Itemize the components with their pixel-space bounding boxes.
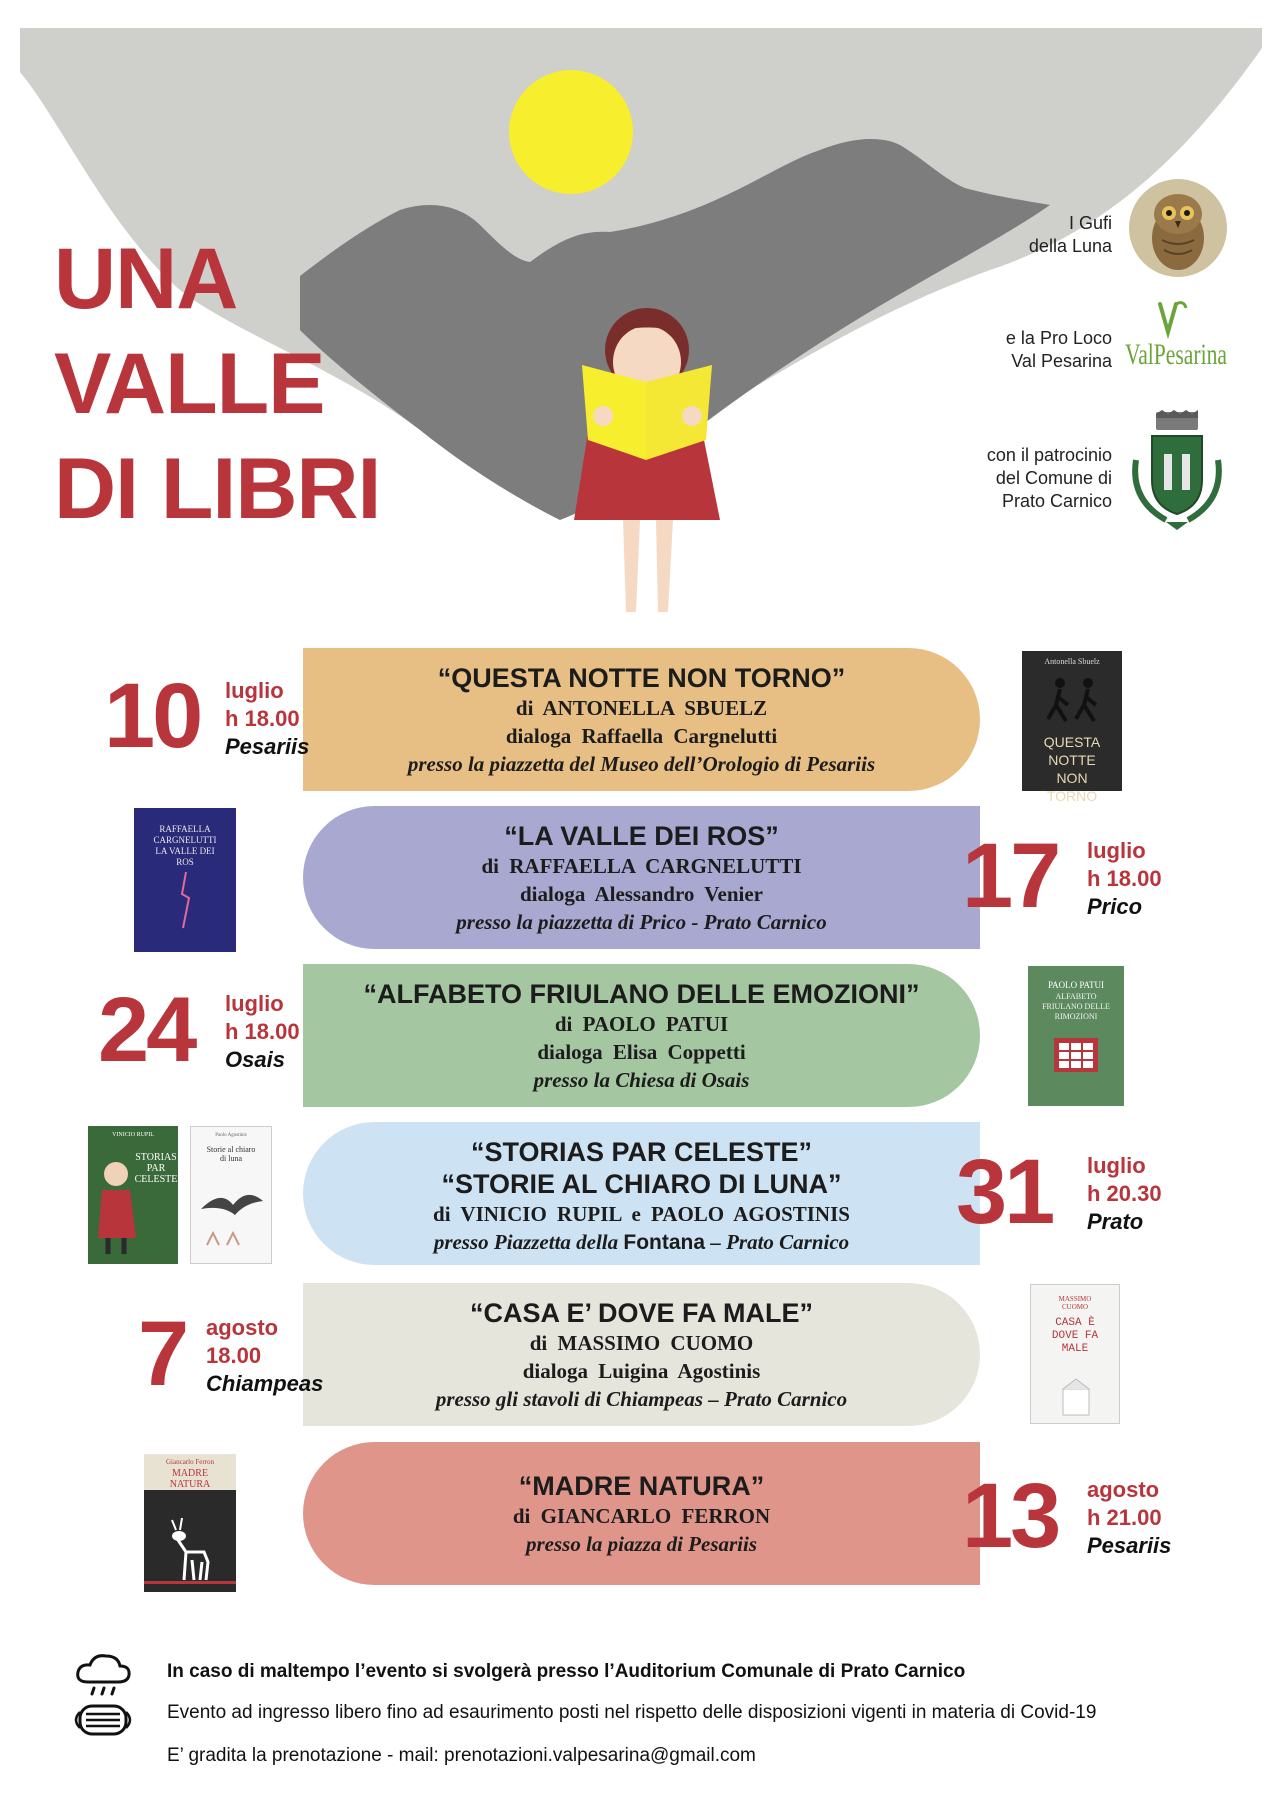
event-4-venue-b: Fontana xyxy=(623,1231,706,1254)
event-4-author: di VINICIO RUPIL e PAOLO AGOSTINIS xyxy=(433,1202,850,1226)
event-3-cover-author: PAOLO PATUI xyxy=(1047,980,1105,990)
event-4-place: Prato xyxy=(1087,1209,1144,1234)
title-line-3: DI LIBRI xyxy=(54,441,381,537)
event-5-month: agosto xyxy=(206,1315,279,1340)
event-3-dialog: dialoga Elisa Coppetti xyxy=(537,1040,746,1064)
event-4-cover2-author: Paolo Agostinis xyxy=(215,1133,247,1138)
event-4-book-cover-b xyxy=(190,1126,272,1264)
event-band-5 xyxy=(303,1283,980,1426)
event-1-month: luglio xyxy=(225,678,284,703)
event-5-place: Chiampeas xyxy=(206,1371,324,1396)
event-6-book-cover xyxy=(144,1454,236,1592)
event-2-dialog: dialoga Alessandro Venier xyxy=(520,882,763,906)
event-2-title: “LA VALLE DEI ROS” xyxy=(504,821,779,851)
sponsor-comune-line2: del Comune di xyxy=(995,468,1112,488)
footer-booking-note: E’ gradita la prenotazione - mail: prenotazioni.valpesarina@gmail.com xyxy=(167,1745,756,1766)
event-6-title: “MADRE NATURA” xyxy=(518,1471,765,1501)
rain-cloud-icon xyxy=(74,1652,132,1698)
event-1-venue: presso la piazzetta del Museo dell’Orologio di Pesariis xyxy=(407,752,876,776)
event-2-cover-author: RAFFAELLA CARGNELUTTI xyxy=(153,824,217,845)
event-4-book-cover-a xyxy=(88,1126,178,1264)
event-2-cover-title: LA VALLE DEI ROS xyxy=(155,846,215,867)
event-5-dialog: dialoga Luigina Agostinis xyxy=(522,1359,761,1383)
event-2-book-cover xyxy=(134,808,236,952)
event-1-cover-title: QUESTA NOTTE NON TORNO xyxy=(1043,734,1101,804)
event-1-title: “QUESTA NOTTE NON TORNO” xyxy=(437,663,846,693)
event-3-book-cover xyxy=(1028,966,1124,1106)
event-5-author: di MASSIMO CUOMO xyxy=(529,1331,754,1355)
event-1-time: h 18.00 xyxy=(225,706,300,731)
event-3-place: Osais xyxy=(225,1047,285,1072)
event-5-venue: presso gli stavoli di Chiampeas – Prato Carnico xyxy=(435,1387,848,1411)
event-3-cover-title: ALFABETO FRIULANO DELLE RIMOZIONI xyxy=(1042,992,1110,1021)
event-band-4 xyxy=(303,1122,980,1265)
event-2-time: h 18.00 xyxy=(1087,866,1162,891)
event-4-time: h 20.30 xyxy=(1087,1181,1162,1206)
event-3-venue: presso la Chiesa di Osais xyxy=(533,1068,750,1092)
event-6-cover-title: MADRE NATURA xyxy=(169,1468,211,1490)
sponsor-proloco-line2: Val Pesarina xyxy=(1011,351,1112,371)
event-band-1 xyxy=(303,648,980,791)
event-5-day: 7 xyxy=(138,1303,187,1405)
event-4-venue xyxy=(434,1228,849,1257)
event-5-book-cover xyxy=(1030,1284,1120,1424)
event-4-venue-c: – Prato Carnico xyxy=(705,1230,850,1254)
sponsor-comune xyxy=(987,444,1112,513)
face-mask-icon xyxy=(72,1700,134,1740)
event-6-venue: presso la piazza di Pesariis xyxy=(525,1532,758,1556)
event-5-cover-author: MASSIMO CUOMO xyxy=(1058,1295,1092,1311)
event-2-author: di RAFFAELLA CARGNELUTTI xyxy=(481,854,802,878)
event-4-month: luglio xyxy=(1087,1153,1146,1178)
sun xyxy=(509,70,633,194)
event-1-book-cover xyxy=(1022,651,1122,804)
event-2-venue: presso la piazzetta di Prico - Prato Carnico xyxy=(456,910,827,934)
sponsor-proloco-line1: e la Pro Loco xyxy=(1005,328,1112,348)
event-6-cover-author: Giancarlo Ferron xyxy=(165,1458,214,1466)
event-2-place: Prico xyxy=(1087,894,1143,919)
event-3-day: 24 xyxy=(98,979,195,1081)
event-6-month: agosto xyxy=(1087,1477,1160,1502)
event-1-dialog: dialoga Raffaella Cargnelutti xyxy=(505,724,778,748)
event-4-cover-title: STORIAS PAR CELESTE xyxy=(134,1152,178,1185)
event-6-day: 13 xyxy=(962,1465,1059,1567)
event-5-time: 18.00 xyxy=(206,1343,262,1368)
event-6-time: h 21.00 xyxy=(1087,1505,1162,1530)
val-pesarina-logo-text: ValPesarina xyxy=(1125,338,1227,371)
sponsor-proloco xyxy=(1006,327,1112,373)
event-6-place: Pesariis xyxy=(1087,1533,1172,1558)
event-1-place: Pesariis xyxy=(225,734,310,759)
event-4-title2: “STORIE AL CHIARO DI LUNA” xyxy=(441,1169,842,1199)
event-2-month: luglio xyxy=(1087,838,1146,863)
event-1-author: di ANTONELLA SBUELZ xyxy=(515,696,768,720)
event-4-venue-a: presso Piazzetta della xyxy=(433,1230,624,1254)
event-3-time: h 18.00 xyxy=(225,1019,300,1044)
event-2-day: 17 xyxy=(962,825,1059,927)
event-5-title: “CASA E’ DOVE FA MALE” xyxy=(469,1298,814,1328)
event-6-author: di GIANCARLO FERRON xyxy=(512,1504,771,1528)
event-1-day: 10 xyxy=(104,665,201,767)
event-4-cover2-title: Storie al chiaro di luna xyxy=(206,1145,256,1163)
coat-of-arms-icon xyxy=(1126,410,1228,532)
title-line-1: UNA xyxy=(54,231,238,327)
sponsor-gufi xyxy=(1029,212,1112,258)
footer-weather-note: In caso di maltempo l’evento si svolgerà presso l’Auditorium Comunale di Prato Carnico xyxy=(167,1661,966,1682)
event-3-month: luglio xyxy=(225,991,284,1016)
event-5-cover-title: CASA È DOVE FA MALE xyxy=(1051,1317,1099,1355)
event-band-2 xyxy=(303,806,980,949)
sponsor-comune-line1: con il patrocinio xyxy=(986,445,1112,465)
footer-covid-note: Evento ad ingresso libero fino ad esaurimento posti nel rispetto delle disposizioni vigenti in materia di Covid-19 xyxy=(167,1702,1097,1723)
event-3-author: di PAOLO PATUI xyxy=(554,1012,729,1036)
sponsor-comune-line3: Prato Carnico xyxy=(1001,491,1112,511)
event-3-title: “ALFABETO FRIULANO DELLE EMOZIONI” xyxy=(363,979,920,1009)
sponsor-gufi-line1: I Gufi xyxy=(1068,213,1112,233)
event-4-cover-author: VINICIO RUPIL xyxy=(112,1132,154,1138)
event-band-3 xyxy=(303,964,980,1107)
owl-icon xyxy=(1128,178,1228,278)
sponsor-gufi-line2: della Luna xyxy=(1028,236,1112,256)
event-4-title: “STORIAS PAR CELESTE” xyxy=(470,1137,813,1167)
event-1-cover-author: Antonella Sbuelz xyxy=(1044,657,1100,666)
event-4-day: 31 xyxy=(956,1141,1053,1243)
title-line-2: VALLE xyxy=(54,336,325,432)
event-band-6 xyxy=(303,1442,980,1585)
